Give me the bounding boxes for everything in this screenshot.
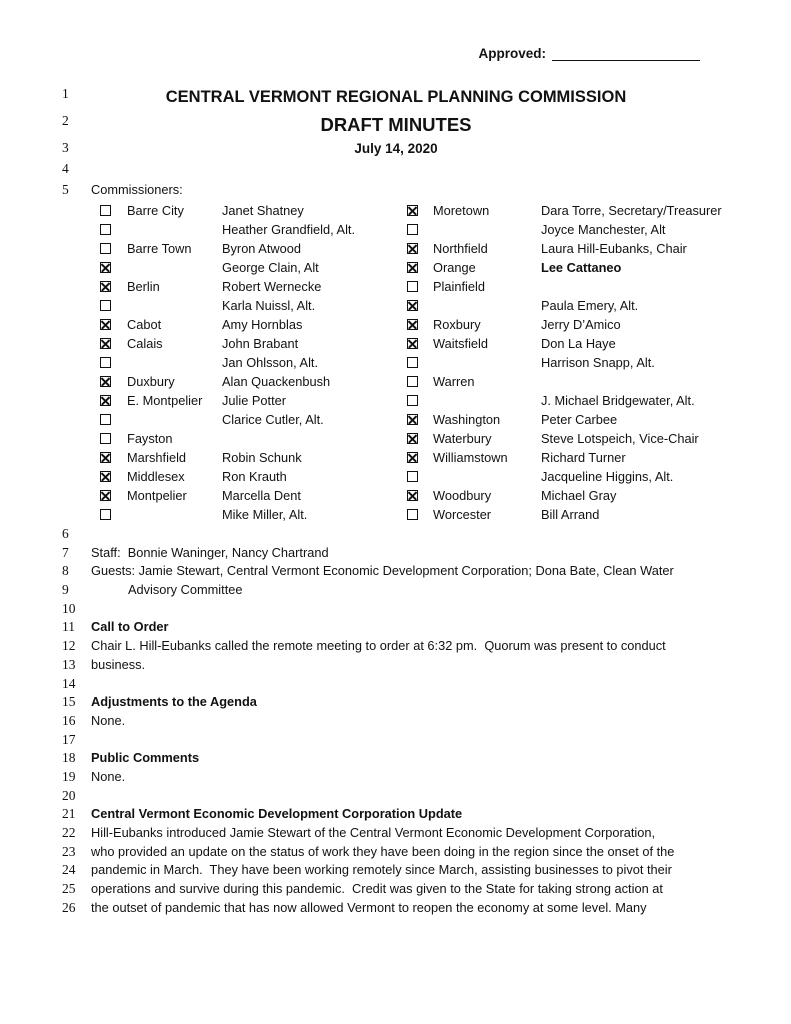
line-text: Public Comments <box>91 750 200 766</box>
line-text: Call to Order <box>91 619 169 635</box>
town-name: Worcester <box>433 507 492 522</box>
unchecked-box-icon <box>100 224 111 235</box>
line-number: 20 <box>62 787 76 803</box>
commissioner-name: Steve Lotspeich, Vice-Chair <box>541 431 699 446</box>
attendance-checkbox-cell <box>100 298 127 314</box>
town-name: Plainfield <box>433 279 485 294</box>
town-name: Northfield <box>433 241 488 256</box>
commissioner-name: John Brabant <box>222 336 299 351</box>
commissioner-name: Michael Gray <box>541 488 617 503</box>
document-line <box>0 825 791 844</box>
checked-box-icon <box>407 490 418 501</box>
unchecked-box-icon <box>100 357 111 368</box>
attendance-checkbox-cell <box>407 355 433 371</box>
checked-box-icon <box>407 414 418 425</box>
commissioner-name: Jan Ohlsson, Alt. <box>222 355 319 370</box>
attendance-checkbox-cell <box>100 393 127 409</box>
document-line <box>0 881 791 900</box>
checked-box-icon <box>100 338 111 349</box>
document-line <box>0 638 791 657</box>
commissioner-name: Amy Hornblas <box>222 317 303 332</box>
line-number: 17 <box>62 731 76 747</box>
line-number: 1 <box>62 86 69 101</box>
unchecked-box-icon <box>407 376 418 387</box>
town-name: Cabot <box>127 317 162 332</box>
town-name: Orange <box>433 260 476 275</box>
line-number: 23 <box>62 843 76 859</box>
town-name: Barre City <box>127 203 184 218</box>
checked-box-icon <box>407 452 418 463</box>
unchecked-box-icon <box>100 433 111 444</box>
line-number: 21 <box>62 806 76 822</box>
document-line <box>0 182 791 203</box>
document-line <box>0 694 791 713</box>
line-number: 24 <box>62 862 76 878</box>
checked-box-icon <box>100 376 111 387</box>
line-text: the outset of pandemic that has now allowed Vermont to reopen the economy at some level. Many <box>91 899 647 915</box>
document-line <box>0 732 791 751</box>
attendance-checkbox-cell <box>100 203 127 219</box>
commissioner-name: Laura Hill-Eubanks, Chair <box>541 241 687 256</box>
document-line <box>0 563 791 582</box>
town-name: Moretown <box>433 203 490 218</box>
attendance-checkbox-cell <box>407 431 433 447</box>
attendance-checkbox-cell <box>407 450 433 466</box>
attendance-checkbox-cell <box>407 241 433 257</box>
unchecked-box-icon <box>100 300 111 311</box>
line-text: Central Vermont Economic Development Corporation Update <box>91 806 463 822</box>
document-line <box>0 140 791 161</box>
line-text: Commissioners: <box>91 182 183 197</box>
document-line <box>0 113 791 140</box>
approved-line <box>479 46 701 61</box>
attendance-checkbox-cell <box>407 507 433 523</box>
attendance-checkbox-cell <box>407 336 433 352</box>
town-name: E. Montpelier <box>127 393 203 408</box>
town-name: Warren <box>433 374 475 389</box>
line-number: 19 <box>62 768 76 784</box>
document-line <box>0 862 791 881</box>
line-text: business. <box>91 656 146 672</box>
commissioner-name: Robert Wernecke <box>222 279 322 294</box>
checked-box-icon <box>407 319 418 330</box>
unchecked-box-icon <box>407 357 418 368</box>
commissioner-name: Marcella Dent <box>222 488 301 503</box>
line-number: 12 <box>62 638 76 654</box>
checked-box-icon <box>100 319 111 330</box>
document-line <box>0 788 791 807</box>
document-line <box>0 161 791 182</box>
town-name: Barre Town <box>127 241 192 256</box>
line-text: Staff: Bonnie Waninger, Nancy Chartrand <box>91 544 329 560</box>
line-number: 4 <box>62 161 69 176</box>
line-number: 7 <box>62 544 69 560</box>
document-line <box>0 806 791 825</box>
attendance-checkbox-cell <box>100 431 127 447</box>
checked-box-icon <box>100 262 111 273</box>
commissioner-name: Janet Shatney <box>222 203 304 218</box>
checked-box-icon <box>407 338 418 349</box>
approved-label: Approved: <box>478 46 546 61</box>
attendance-checkbox-cell <box>407 488 433 504</box>
checked-box-icon <box>407 433 418 444</box>
town-name: Duxbury <box>127 374 175 389</box>
attendance-checkbox-cell <box>100 279 127 295</box>
checked-box-icon <box>407 300 418 311</box>
line-text: who provided an update on the status of work they have been doing in the region since the onset of the <box>91 843 675 859</box>
unchecked-box-icon <box>100 243 111 254</box>
checked-box-icon <box>100 281 111 292</box>
line-text: None. <box>91 768 126 784</box>
line-text: Advisory Committee <box>128 582 243 598</box>
town-name: Fayston <box>127 431 173 446</box>
commissioner-name: Don La Haye <box>541 336 616 351</box>
commissioner-name: Clarice Cutler, Alt. <box>222 412 324 427</box>
attendance-checkbox-cell <box>407 298 433 314</box>
commissioner-name: George Clain, Alt <box>222 260 319 275</box>
town-name: Calais <box>127 336 163 351</box>
checked-box-icon <box>100 471 111 482</box>
checked-box-icon <box>407 243 418 254</box>
commissioner-name: Ron Krauth <box>222 469 287 484</box>
line-text: CENTRAL VERMONT REGIONAL PLANNING COMMISSION <box>165 88 627 106</box>
document-line <box>0 582 791 601</box>
unchecked-box-icon <box>407 224 418 235</box>
line-number: 25 <box>62 881 76 897</box>
town-name: Waitsfield <box>433 336 488 351</box>
document-line <box>0 545 791 564</box>
commissioner-name: Richard Turner <box>541 450 626 465</box>
line-number: 6 <box>62 526 69 541</box>
document-line <box>0 769 791 788</box>
line-text: Guests: Jamie Stewart, Central Vermont Economic Development Corporation; Dona Bate, Clean Water <box>91 563 674 579</box>
attendance-checkbox-cell <box>407 374 433 390</box>
line-text: Chair L. Hill-Eubanks called the remote meeting to order at 6:32 pm. Quorum was present to conduct <box>91 638 666 654</box>
attendance-checkbox-cell <box>100 450 127 466</box>
document-line <box>0 601 791 620</box>
commissioner-name: Joyce Manchester, Alt <box>541 222 666 237</box>
commissioner-name: Heather Grandfield, Alt. <box>222 222 356 237</box>
line-number: 18 <box>62 750 76 766</box>
attendance-checkbox-cell <box>407 393 433 409</box>
attendance-checkbox-cell <box>407 279 433 295</box>
document-line <box>0 619 791 638</box>
attendance-checkbox-cell <box>407 317 433 333</box>
line-text: July 14, 2020 <box>354 141 438 156</box>
line-number: 8 <box>62 563 69 579</box>
attendance-checkbox-cell <box>100 260 127 276</box>
commissioner-name: Karla Nuissl, Alt. <box>222 298 316 313</box>
line-number: 5 <box>62 182 69 197</box>
commissioner-name: Peter Carbee <box>541 412 618 427</box>
attendance-checkbox-cell <box>407 260 433 276</box>
document-line <box>0 713 791 732</box>
town-name: Williamstown <box>433 450 508 465</box>
attendance-checkbox-cell <box>100 412 127 428</box>
line-number: 14 <box>62 675 76 691</box>
attendance-checkbox-cell <box>100 469 127 485</box>
commissioner-name: Jacqueline Higgins, Alt. <box>541 469 674 484</box>
unchecked-box-icon <box>407 281 418 292</box>
checked-box-icon <box>100 490 111 501</box>
town-name: Middlesex <box>127 469 185 484</box>
attendance-checkbox-cell <box>100 241 127 257</box>
document-line <box>0 750 791 769</box>
document-line <box>0 526 791 545</box>
town-name: Woodbury <box>433 488 492 503</box>
approved-signature-blank <box>552 46 700 61</box>
attendance-checkbox-cell <box>100 336 127 352</box>
unchecked-box-icon <box>407 471 418 482</box>
commissioner-name: Jerry D’Amico <box>541 317 621 332</box>
commissioner-name: Paula Emery, Alt. <box>541 298 639 313</box>
line-number: 9 <box>62 582 69 598</box>
town-name: Montpelier <box>127 488 187 503</box>
checked-box-icon <box>407 205 418 216</box>
unchecked-box-icon <box>100 509 111 520</box>
line-number: 26 <box>62 899 76 915</box>
attendance-checkbox-cell <box>100 222 127 238</box>
line-number: 11 <box>62 619 75 635</box>
attendance-checkbox-cell <box>407 412 433 428</box>
commissioner-name: Robin Schunk <box>222 450 302 465</box>
line-text: None. <box>91 712 126 728</box>
town-name: Roxbury <box>433 317 481 332</box>
line-text: Hill-Eubanks introduced Jamie Stewart of the Central Vermont Economic Development Corporation, <box>91 825 656 840</box>
line-number: 10 <box>62 600 76 616</box>
attendance-checkbox-cell <box>100 374 127 390</box>
town-name: Waterbury <box>433 431 492 446</box>
unchecked-box-icon <box>100 414 111 425</box>
document-line <box>0 676 791 695</box>
unchecked-box-icon <box>407 395 418 406</box>
town-name: Washington <box>433 412 501 427</box>
town-name: Marshfield <box>127 450 187 465</box>
line-number: 16 <box>62 712 76 728</box>
line-text: operations and survive during this pandemic. Credit was given to the State for taking strong action at <box>91 881 663 897</box>
line-text: Adjustments to the Agenda <box>91 694 257 710</box>
attendance-checkbox-cell <box>407 222 433 238</box>
document-line <box>0 844 791 863</box>
commissioner-name: Alan Quackenbush <box>222 374 331 389</box>
commissioner-name: Dara Torre, Secretary/Treasurer <box>541 203 722 218</box>
attendance-checkbox-cell <box>100 507 127 523</box>
attendance-checkbox-cell <box>407 469 433 485</box>
document-line <box>0 657 791 676</box>
line-number: 2 <box>62 113 69 128</box>
attendance-checkbox-cell <box>100 317 127 333</box>
document-lines <box>0 86 791 918</box>
checked-box-icon <box>100 452 111 463</box>
commissioner-name: Mike Miller, Alt. <box>222 507 308 522</box>
checked-box-icon <box>100 395 111 406</box>
commissioner-name: Julie Potter <box>222 393 287 408</box>
document-line <box>0 86 791 113</box>
commissioner-name: J. Michael Bridgewater, Alt. <box>541 393 695 408</box>
attendance-checkbox-cell <box>100 355 127 371</box>
attendance-checkbox-cell <box>407 203 433 219</box>
commissioner-name: Bill Arrand <box>541 507 600 522</box>
town-name: Berlin <box>127 279 160 294</box>
commissioner-name: Lee Cattaneo <box>541 260 622 275</box>
commissioners-table <box>100 203 751 526</box>
attendance-checkbox-cell <box>100 488 127 504</box>
unchecked-box-icon <box>407 509 418 520</box>
unchecked-box-icon <box>100 205 111 216</box>
line-number: 15 <box>62 694 76 710</box>
line-text: pandemic in March. They have been working remotely since March, assisting businesses to pivot their <box>91 862 672 878</box>
commissioner-name: Harrison Snapp, Alt. <box>541 355 655 370</box>
checked-box-icon <box>407 262 418 273</box>
line-number: 3 <box>62 140 69 155</box>
document-line <box>0 900 791 919</box>
line-number: 13 <box>62 656 76 672</box>
commissioner-name: Byron Atwood <box>222 241 301 256</box>
line-text: DRAFT MINUTES <box>320 114 472 135</box>
line-number: 22 <box>62 825 76 840</box>
